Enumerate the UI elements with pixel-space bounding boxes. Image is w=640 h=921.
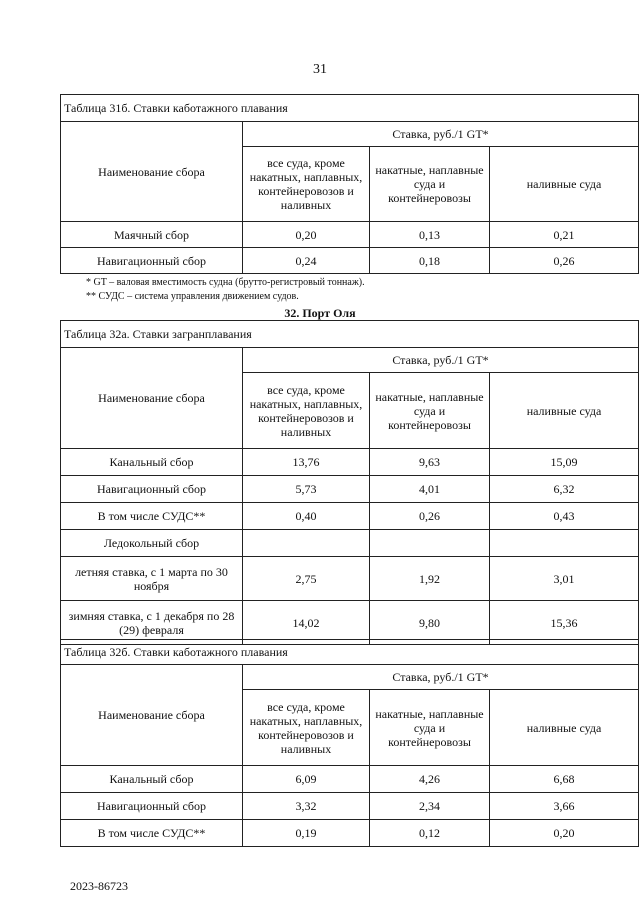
value-all-vessels: 3,32 (243, 793, 370, 820)
column-header-tankers: наливные суда (490, 373, 639, 449)
value-tankers: 0,21 (490, 222, 639, 248)
value-all-vessels: 5,73 (243, 476, 370, 503)
page-number: 31 (313, 62, 327, 77)
table-32b (60, 639, 639, 847)
row-label: Маячный сбор (61, 222, 243, 248)
row-label: летняя ставка, с 1 марта по 30 ноября (61, 557, 243, 601)
table-32a (60, 320, 639, 645)
column-header-roro: накатные, наплавные суда и контейнеровозы (370, 690, 490, 766)
column-header-tankers: наливные суда (490, 147, 639, 222)
column-header-rate: Ставка, руб./1 GT* (243, 665, 639, 690)
table-31b (60, 94, 639, 274)
table-caption: Таблица 32б. Ставки каботажного плавания (61, 640, 639, 665)
value-roro: 0,26 (370, 503, 490, 530)
value-all-vessels: 14,02 (243, 601, 370, 645)
value-tankers: 0,20 (490, 820, 639, 847)
table-row (61, 557, 639, 601)
value-all-vessels: 0,19 (243, 820, 370, 847)
column-header-roro: накатные, наплавные суда и контейнеровозы (370, 373, 490, 449)
value-tankers: 3,01 (490, 557, 639, 601)
row-label: Навигационный сбор (61, 793, 243, 820)
value-all-vessels: 0,20 (243, 222, 370, 248)
column-header-name: Наименование сбора (61, 122, 243, 222)
value-tankers: 3,66 (490, 793, 639, 820)
table-row (61, 766, 639, 793)
row-label: Навигационный сбор (61, 248, 243, 274)
value-all-vessels: 6,09 (243, 766, 370, 793)
value-tankers: 6,68 (490, 766, 639, 793)
column-header-rate: Ставка, руб./1 GT* (243, 348, 639, 373)
row-label: В том числе СУДС** (61, 820, 243, 847)
value-roro: 9,80 (370, 601, 490, 645)
value-roro: 2,34 (370, 793, 490, 820)
table-caption: Таблица 31б. Ставки каботажного плавания (61, 95, 639, 122)
table-row (61, 820, 639, 847)
value-roro (370, 530, 490, 557)
table-row (61, 222, 639, 248)
value-all-vessels: 2,75 (243, 557, 370, 601)
column-header-all-vessels: все суда, кроме накатных, наплавных, контейнеровозов и наливных (243, 373, 370, 449)
table-row (61, 476, 639, 503)
value-tankers: 15,36 (490, 601, 639, 645)
row-label: Навигационный сбор (61, 476, 243, 503)
value-roro: 1,92 (370, 557, 490, 601)
value-tankers: 6,32 (490, 476, 639, 503)
table-row (61, 248, 639, 274)
row-label: Ледокольный сбор (61, 530, 243, 557)
value-roro: 4,01 (370, 476, 490, 503)
port-heading: 32. Порт Оля (284, 306, 356, 320)
table-caption: Таблица 32а. Ставки загранплавания (61, 321, 639, 348)
footnotes (86, 276, 365, 304)
value-tankers: 0,43 (490, 503, 639, 530)
row-label: В том числе СУДС** (61, 503, 243, 530)
row-label: зимняя ставка, с 1 декабря по 28 (29) февраля (61, 601, 243, 645)
table-row (61, 793, 639, 820)
value-roro: 9,63 (370, 449, 490, 476)
column-header-all-vessels: все суда, кроме накатных, наплавных, контейнеровозов и наливных (243, 147, 370, 222)
value-tankers: 15,09 (490, 449, 639, 476)
value-roro: 0,12 (370, 820, 490, 847)
column-header-name: Наименование сбора (61, 665, 243, 766)
column-header-name: Наименование сбора (61, 348, 243, 449)
table-row (61, 503, 639, 530)
table-row (61, 449, 639, 476)
value-tankers (490, 530, 639, 557)
table-row (61, 530, 639, 557)
column-header-tankers: наливные суда (490, 690, 639, 766)
value-all-vessels: 13,76 (243, 449, 370, 476)
value-all-vessels (243, 530, 370, 557)
value-tankers: 0,26 (490, 248, 639, 274)
footnote-suds: ** СУДС – система управления движением судов. (86, 291, 299, 302)
row-label: Канальный сбор (61, 766, 243, 793)
document-code: 2023-86723 (70, 879, 128, 893)
row-label: Канальный сбор (61, 449, 243, 476)
footnote-gt: * GT – валовая вместимость судна (брутто-регистровый тоннаж). (86, 277, 365, 288)
column-header-all-vessels: все суда, кроме накатных, наплавных, контейнеровозов и наливных (243, 690, 370, 766)
table-row (61, 601, 639, 645)
value-all-vessels: 0,40 (243, 503, 370, 530)
value-roro: 0,13 (370, 222, 490, 248)
value-roro: 4,26 (370, 766, 490, 793)
column-header-roro: накатные, наплавные суда и контейнеровозы (370, 147, 490, 222)
value-all-vessels: 0,24 (243, 248, 370, 274)
column-header-rate: Ставка, руб./1 GT* (243, 122, 639, 147)
value-roro: 0,18 (370, 248, 490, 274)
